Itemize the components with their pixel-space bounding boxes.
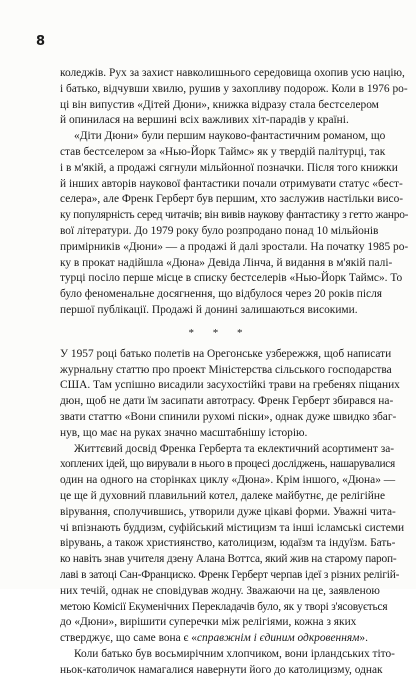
text-line: хоплених ідей, що вирували в нього в процесі досліджень, нашарувалися [60,458,395,471]
text-line: журнальну статтю про проект Міністерства сільського господарства [60,363,392,376]
text-line: нув, що має на руках значно масштабнішу історію. [60,426,308,439]
text-line: ці він випустив «Дітей Дюни», книжка відразу стала бестселером [60,98,379,111]
section-separator: * * * [188,326,251,339]
text-line: Життєвий досвід Френка Герберта та еклектичний асортимент за- [74,442,395,455]
text-line: це ще й духовний плавильний котел, далеке майбутнє, де релігійне [60,489,386,502]
text-line: дюн, щоб не дати їм засипати автотрасу. Френк Герберт збирався на- [60,395,394,408]
paragraph-4 [60,442,405,647]
text-line: турці посіло перше місце в списку бестселерів «Нью-Йорк Таймс». То [60,272,403,285]
text-line: ко навіть знав учителя дзену Алана Воттса, який жив на старому пароп- [60,553,397,566]
text-line: став бестселером за «Нью-Йорк Таймс» як у твердій палітурці, так [60,145,386,158]
text-line: і в м'якій, а продажі сягнули мільйонної позначки. Після того книжки [60,161,398,174]
text-line: примірників «Дюни» — а продажі й далі зростали. На початку 1985 ро- [60,240,409,253]
paragraph-3 [60,347,400,442]
text-line: ку в прокат надійшла «Дюна» Девіда Лінча, й видання в м'якій палі- [60,256,393,269]
page-number: 8 [36,34,46,49]
text-line: чі впізнають буддизм, суфійський містицизм та інші ісламські системи [60,521,405,534]
text-line: й інших авторів наукової фантастики почали отримувати статус «бест- [60,177,403,190]
paragraph-5 [60,647,395,678]
text-line: селера», але Френк Герберт був першим, хто заслужив настільки висо- [60,193,404,206]
text-line: першої публікації. Продажі й донині залишаються високими. [60,303,358,316]
text-line: й опинилася на вершині всіх важливих хіт-парадів у країні. [60,114,349,127]
emphasis-text: справжнім і єдиним одкровенням [197,632,360,645]
text-line: ньок-католичок намагалися навернути його до католицизму, однак [60,663,383,676]
text-line: лаві в затоці Сан-Франциско. Френк Герберт черпав ідеї з різних релігій- [60,568,400,581]
body-text [60,66,409,678]
text-line: «Діти Дюни» були першим науково-фантастичним романом, що [74,130,386,143]
text-line: них течій, однак не сповідував жодну. Зважаючи на це, заявленою [60,584,380,597]
text-line: метою Комісії Екуменічних Перекладачів було, як у творі з'ясовується [60,600,388,613]
text-line: вої літератури. До 1979 року було розпродано понад 10 мільйонів [60,224,379,237]
text-line: до «Дюни», вирішити суперечки між релігіями, кожна з яких [60,616,357,629]
text-line: У 1957 році батько полетів на Орегонське узбережжя, щоб написати [60,347,392,360]
text-line: звати статтю «Вони спинили рухомі піски», однак дуже швидко збаг- [60,410,397,423]
text-line: вірувань, а також християнство, католицизм, юдаїзм та індуїзм. Бать- [60,537,396,550]
text-line: і батько, відчувши хвилю, рушив у захопливу подорож. Коли в 1976 ро- [60,82,408,95]
text-line: коледжів. Рух за захист навколишнього середовища охопив усю націю, [60,67,405,79]
text-line: один на одного на сторінках циклу «Дюна». Крім іншого, «Дюна» — [60,474,396,487]
text-line: вірування, сполучившись, утворили дуже цікаві форми. Уважні чита- [60,505,396,518]
paragraph-2 [60,129,409,319]
text-line: США. Там успішно висадили засухостійкі трави на гребенях піщаних [60,379,400,392]
text-line: ку популярність серед читачів; він вивів наукову фантастику з гетто жанро- [60,209,409,222]
paragraph-1 [60,66,408,129]
text-line-with-emphasis: стверджує, що саме вона є «справжнім і єдиним одкровенням». [60,632,368,645]
text-line: було феноменальне досягнення, що відбулося через 20 років після [60,288,383,301]
text-line: Коли батько був восьмирічним хлопчиком, вони ірландських тіто- [74,647,395,660]
